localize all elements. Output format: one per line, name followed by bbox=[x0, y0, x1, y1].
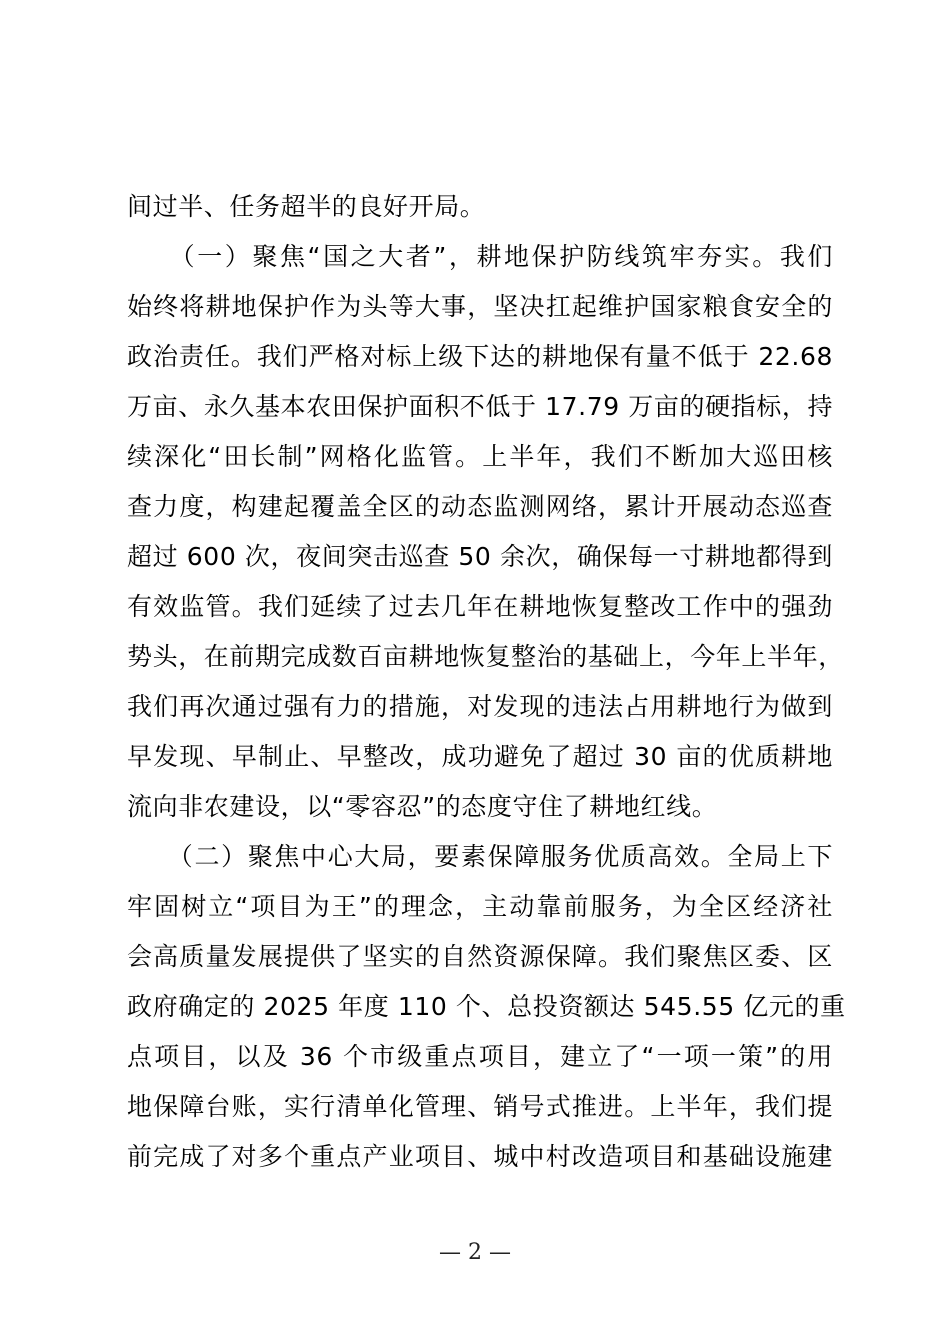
text-line: 政府确定的 2025 年度 110 个、总投资额达 545.55 亿元的重 bbox=[127, 992, 846, 1021]
text-line: 流向非农建设，以“零容忍”的态度守住了耕地红线。 bbox=[127, 792, 718, 821]
text-line: 早发现、早制止、早整改，成功避免了超过 30 亩的优质耕地 bbox=[127, 742, 833, 771]
text-line: 势头，在前期完成数百亩耕地恢复整治的基础上，今年上半年， bbox=[127, 642, 844, 671]
page-number: — 2 — bbox=[439, 1240, 511, 1265]
text-line: 查力度，构建起覆盖全区的动态监测网络，累计开展动态巡查 bbox=[127, 492, 833, 521]
body-text bbox=[127, 182, 846, 1182]
text-line: 超过 600 次，夜间突击巡查 50 余次，确保每一寸耕地都得到 bbox=[127, 542, 833, 571]
text-line: 牢固树立“项目为王”的理念，主动靠前服务，为全区经济社 bbox=[127, 892, 833, 921]
text-line: 间过半、任务超半的良好开局。 bbox=[127, 192, 486, 221]
text-line: 始终将耕地保护作为头等大事，坚决扛起维护国家粮食安全的 bbox=[127, 292, 833, 321]
text-line: 前完成了对多个重点产业项目、城中村改造项目和基础设施建 bbox=[127, 1142, 833, 1171]
text-line: 续深化“田长制”网格化监管。上半年，我们不断加大巡田核 bbox=[127, 442, 833, 471]
text-line: （二）聚焦中心大局，要素保障服务优质高效。全局上下 bbox=[127, 842, 833, 871]
text-line: 会高质量发展提供了坚实的自然资源保障。我们聚焦区委、区 bbox=[127, 942, 833, 971]
text-line: 地保障台账，实行清单化管理、销号式推进。上半年，我们提 bbox=[127, 1092, 833, 1121]
text-line: （一）聚焦“国之大者”，耕地保护防线筑牢夯实。我们 bbox=[127, 242, 833, 271]
text-line: 政治责任。我们严格对标上级下达的耕地保有量不低于 22.68 bbox=[127, 342, 833, 371]
text-line: 万亩、永久基本农田保护面积不低于 17.79 万亩的硬指标，持 bbox=[127, 392, 834, 421]
text-line: 点项目，以及 36 个市级重点项目，建立了“一项一策”的用 bbox=[127, 1042, 833, 1071]
text-line: 有效监管。我们延续了过去几年在耕地恢复整改工作中的强劲 bbox=[127, 592, 833, 621]
text-line: 我们再次通过强有力的措施，对发现的违法占用耕地行为做到 bbox=[127, 692, 833, 721]
